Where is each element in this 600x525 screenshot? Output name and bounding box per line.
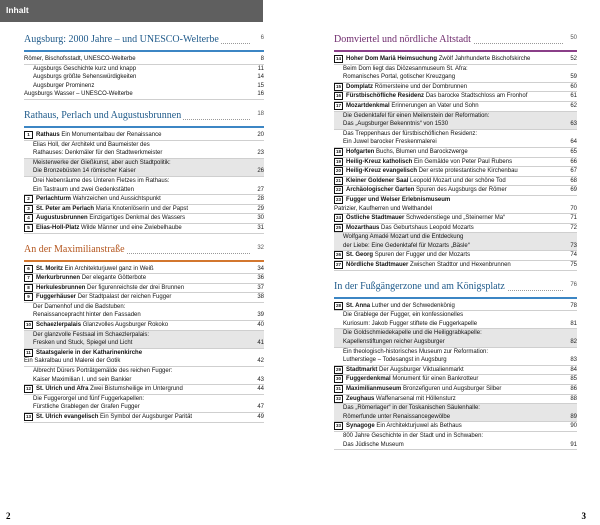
section-fussgaengerzone: In der Fußgängerzone und am Königsplatz 76 28 St. Anna Luther und der Schwedenkönig 78 Die Grablege der Fugger, ein konfessionelles Kuriosum: Jakob Fugger stiftete die Fuggerkapelle 81 Die Goldschmiedekapelle und die Heiliggrabkapelle: Kapellenstiftungen reicher Augsburger 82 Ein theologisch-historisches Museum zur Reformation: Lutherstiege – Todesangst in Augsburg 83 29 Stadtmarkt Der Augsburger Viktualienmarkt 84 30 Fuggerdenkmal Monument für einen Bankrotteur 85 31 Maximilianmuseum Bronzefiguren und Augsburger Silber 86 32 Zeughaus Waffenarsenal mit Höllensturz 88 Das „Römerlager“ in der Toskanischen Säulenhalle: Römerfunde unter Renaissancegewölbe 89 33 Synagoge Ein Architekturjuwel als Bethaus 90 800 Jahre Geschichte in der Stadt und in Schwaben: Das Jüdische Museum 91 [334, 281, 577, 451]
toc-entry[interactable]: 11 Staatsgalerie in der Katharinenkirche [24, 349, 264, 358]
toc-subentry[interactable]: Lutherstiege – Todesangst in Augsburg 83 [334, 356, 577, 366]
toc-subentry[interactable]: 800 Jahre Geschichte in der Stadt und in Schwaben: [343, 432, 484, 439]
toc-subentry[interactable]: Ein theologisch-historisches Museum zur Reformation: [343, 348, 489, 355]
toc-subentry[interactable]: Romanisches Portal, gotischer Kreuzgang 59 [334, 73, 577, 83]
toc-entry[interactable]: 23 Fugger und Welser Erlebnismuseum [335, 196, 451, 203]
toc-subentry[interactable]: Die Gedenktafel für einen Meilenstein der Reformation: [334, 112, 577, 121]
toc-subentry[interactable]: Wolfgang Amadé Mozart und die Entdeckung [334, 233, 577, 242]
section-title[interactable]: In der Fußgängerzone und am Königsplatz [334, 280, 505, 292]
toc-entry[interactable]: 8 Herkulesbrunnen Der figurenreichste der drei Brunnen 37 [24, 284, 264, 294]
section-title[interactable]: Domviertel und nördliche Altstadt [334, 34, 471, 45]
section-domviertel: Domviertel und nördliche Altstadt 50 14 Hoher Dom Mariä Heimsuchung Zwölf Jahrhunderte Bischofskirche 52 Beim Dom liegt das Diözesanmuseum St. Afra: Romanisches Portal, gotischer Kreuzgang 59 15 Domplatz Römersteine und der Dombrunnen 60 16 Fürstbischöfliche Residenz Das barocke Stadtschloss am Fronhof 61 17 Mozartdenkmal Erinnerungen an Vater und Sohn 62 Die Gedenktafel für einen Meilenstein der Reformation: Das „Augsburger Bekenntnis“ von 1530 63 Das Treppenhaus der fürstbischöflichen Residenz: Ein Juwel barocker Freskenmalerei 64 18 Hofgarten Buchs, Blumen und Barockzwerge 65 19 Heilig-Kreuz katholisch Ein Gemälde von Peter Paul Rubens 66 20 Heilig-Kreuz evangelisch Der erste protestantische Kirchenbau 67 21 Kleiner Goldener Saal Leopold Mozart und der schöne Tod 68 22 Archäologischer Garten Spuren des Augsburgs der Römer 69 23 Fugger und Welser Erlebnismuseum Patrizier, Kaufherren und Welthandel 70 24 Östliche Stadtmauer Schwedenstiege und „Steinerner Ma“ 71 25 Mozarthaus Das Geburtshaus Leopold Mozarts 72 Wolfgang Amadé Mozart und die Entdeckung der Liebe: Eine Gedenktafel für Mozarts „Bäsle“ 73 26 St. Georg Spuren der Fugger und der Mozarts 74 27 Nördliche Stadtmauer Zwischen Stadttor und Hexenbrunnen 75 [334, 34, 577, 271]
toc-subentry[interactable]: Kuriosum: Jakob Fugger stiftete die Fuggerkapelle 81 [334, 320, 577, 330]
toc-entry[interactable]: 29 Stadtmarkt Der Augsburger Viktualienmarkt 84 [334, 366, 577, 376]
section-maximilianstrasse: An der Maximilianstraße 32 6 St. Moritz Ein Architekturjuwel ganz in Weiß 34 7 Merkurbrunnen Der elegante Götterbote 36 8 Herkulesbrunnen Der figurenreichste der drei Brunnen 37 9 Fuggerhäuser Der Stadtpalast der reichen Fugger 38 Der Damenhof und die Badstuben: Renaissancepracht hinter den Fassaden 39 10 Schaezlerpalais Glanzvolles Augsburger Rokoko 40 Der glanzvolle Festsaal im Schaezlerpalais: Fresken und Stuck, Spiegel und Licht 41 11 Staatsgalerie in der Katharinenkirche Ein Sakralbau und Malerei der Gotik 42 Albrecht Dürers Porträtgemälde des reichen Fugger: Kaiser Maximilian I. und sein Bankier 43 12 St. Ulrich und Afra Zwei Bistumsheilige im Untergrund 44 Die Fuggerorgel und fünf Fuggerkapellen: Fürstliche Grablegen der Grafen Fugger 47 13 St. Ulrich evangelisch Ein Symbol der Augsburger Parität 49 [24, 244, 264, 423]
header-tab [0, 0, 263, 22]
toc-entry[interactable]: 9 Fuggerhäuser Der Stadtpalast der reichen Fugger 38 [24, 293, 264, 303]
toc-entry[interactable]: Augsburger Prominenz 15 [33, 82, 264, 89]
toc-subentry[interactable]: Ein Tastraum und zwei Gedenkstätten 27 [24, 186, 264, 196]
section-title[interactable]: Rathaus, Perlach und Augustusbrunnen [24, 109, 182, 121]
section-rathaus: Rathaus, Perlach und Augustusbrunnen 18 1 Rathaus Ein Monumentalbau der Renaissance 20 Elias Holl, der Architekt und Baumeister des Rathauses: Denkmäler für den Stadtwerkmeister 23 Meisterwerke der Gießkunst, aber auch Stadtpolitik: Die Bronzebüsten 14 römischer Kaiser 26 Drei Nebenräume des Unteren Fletzes im Rathaus: Ein Tastraum und zwei Gedenkstätten 27 2 Perlachturm Wahrzeichen und Aussichtspunkt 28 3 St. Peter am Perlach Maria Knotenlöserin und der Papst 29 4 Augustusbrunnen Einzigartiges Denkmal des Wassers 30 5 Elias-Holl-Platz Wilde Männer und eine Zwiebelhaube 31 [24, 110, 264, 234]
toc-entry[interactable]: Ein Sakralbau und Malerei der Gotik 42 [24, 357, 264, 367]
toc-subentry[interactable]: Fürstliche Grablegen der Grafen Fugger 47 [24, 403, 264, 413]
toc-entry[interactable]: Römer, Bischofsstadt, UNESCO-Welterbe 8 [24, 55, 264, 65]
toc-subentry[interactable]: Rathauses: Denkmäler für den Stadtwerkmeister 23 [24, 149, 264, 159]
toc-entry[interactable]: 31 Maximilianmuseum Bronzefiguren und Augsburger Silber 86 [334, 385, 577, 395]
toc-entry[interactable]: 33 Synagoge Ein Architekturjuwel als Bethaus 90 [334, 422, 577, 432]
toc-entry[interactable]: 4 Augustusbrunnen Einzigartiges Denkmal des Wassers 30 [24, 214, 264, 224]
toc-entry[interactable]: Augsburgs Geschichte kurz und knapp 11 [33, 65, 264, 72]
toc-entry[interactable]: 10 Schaezlerpalais Glanzvolles Augsburger Rokoko 40 [24, 321, 264, 331]
toc-subentry[interactable]: Kapellenstiftungen reicher Augsburger 82 [334, 338, 577, 348]
toc-subentry[interactable]: Das „Augsburger Bekenntnis“ von 1530 63 [334, 120, 577, 130]
toc-entry[interactable]: 20 Heilig-Kreuz evangelisch Der erste protestantische Kirchenbau 67 [334, 167, 577, 177]
toc-subentry[interactable]: Drei Nebenräume des Unteren Fletzes im Rathaus: [33, 177, 170, 184]
page-number-left: 2 [6, 511, 11, 521]
toc-subentry[interactable]: Der Damenhof und die Badstuben: [33, 303, 126, 310]
header-tab-label: Inhalt [6, 5, 29, 15]
toc-entry[interactable]: 12 St. Ulrich und Afra Zwei Bistumsheilige im Untergrund 44 [24, 385, 264, 395]
toc-subentry[interactable]: Römerfunde unter Renaissancegewölbe 89 [334, 413, 577, 423]
toc-subentry[interactable]: Das „Römerlager“ in der Toskanischen Säulenhalle: [334, 404, 577, 413]
toc-entry[interactable]: 21 Kleiner Goldener Saal Leopold Mozart und der schöne Tod 68 [334, 177, 577, 187]
toc-subentry[interactable]: Die Fuggerorgel und fünf Fuggerkapellen: [33, 395, 145, 402]
toc-subentry[interactable]: Das Jüdische Museum 91 [334, 441, 577, 451]
toc-entry[interactable]: 5 Elias-Holl-Platz Wilde Männer und eine Zwiebelhaube 31 [24, 224, 264, 234]
toc-entry[interactable]: 15 Domplatz Römersteine und der Dombrunnen 60 [334, 83, 577, 93]
toc-entry[interactable]: Augsburgs größte Sehenswürdigkeiten 14 [33, 74, 264, 81]
toc-entry[interactable]: 16 Fürstbischöfliche Residenz Das barocke Stadtschloss am Fronhof 61 [334, 92, 577, 102]
toc-entry[interactable]: 1 Rathaus Ein Monumentalbau der Renaissance 20 [24, 131, 264, 141]
section-title[interactable]: An der Maximilianstraße [24, 243, 125, 255]
toc-entry[interactable]: 28 St. Anna Luther und der Schwedenkönig 78 [334, 302, 577, 312]
toc-subentry[interactable]: der Liebe: Eine Gedenktafel für Mozarts „Bäsle“ 73 [334, 242, 577, 252]
toc-entry[interactable]: 3 St. Peter am Perlach Maria Knotenlöserin und der Papst 29 [24, 205, 264, 215]
toc-entry[interactable]: 14 Hoher Dom Mariä Heimsuchung Zwölf Jahrhunderte Bischofskirche 52 [334, 55, 577, 65]
toc-subentry[interactable]: Albrecht Dürers Porträtgemälde des reichen Fugger: [33, 368, 173, 375]
toc-subentry[interactable]: Der glanzvolle Festsaal im Schaezlerpalais: [24, 331, 264, 340]
toc-subentry[interactable]: Die Grablege der Fugger, ein konfessionelles [343, 312, 464, 319]
left-column [24, 34, 264, 433]
toc-entry[interactable]: 7 Merkurbrunnen Der elegante Götterbote 36 [24, 274, 264, 284]
toc-subentry[interactable]: Renaissancepracht hinter den Fassaden 39 [24, 311, 264, 321]
toc-subentry[interactable]: Elias Holl, der Architekt und Baumeister des [33, 141, 150, 148]
toc-entry[interactable]: 6 St. Moritz Ein Architekturjuwel ganz in Weiß 34 [24, 265, 264, 275]
toc-subentry[interactable]: Ein Juwel barocker Freskenmalerei 64 [334, 138, 577, 148]
page-number-right: 3 [581, 511, 586, 521]
toc-entry[interactable]: 27 Nördliche Stadtmauer Zwischen Stadttor und Hexenbrunnen 75 [334, 261, 577, 271]
toc-subentry[interactable]: Meisterwerke der Gießkunst, aber auch Stadtpolitik: [24, 159, 264, 168]
toc-subentry[interactable]: Beim Dom liegt das Diözesanmuseum St. Afra: [343, 65, 468, 72]
toc-entry[interactable]: 18 Hofgarten Buchs, Blumen und Barockzwerge 65 [334, 148, 577, 158]
toc-entry[interactable]: 22 Archäologischer Garten Spuren des Augsburgs der Römer 69 [334, 186, 577, 196]
toc-entry[interactable]: 13 St. Ulrich evangelisch Ein Symbol der Augsburger Parität 49 [24, 413, 264, 423]
toc-entry[interactable]: 25 Mozarthaus Das Geburtshaus Leopold Mozarts 72 [334, 224, 577, 234]
toc-subentry[interactable]: Fresken und Stuck, Spiegel und Licht 41 [24, 339, 264, 349]
right-column [334, 34, 577, 460]
toc-entry[interactable]: 17 Mozartdenkmal Erinnerungen an Vater und Sohn 62 [334, 102, 577, 112]
toc-entry[interactable]: Augsburgs Wasser – UNESCO-Welterbe 16 [24, 90, 264, 100]
section-augsburg [24, 34, 264, 100]
toc-entry[interactable]: Patrizier, Kaufherren und Welthandel 70 [334, 205, 577, 215]
toc-entry[interactable]: 19 Heilig-Kreuz katholisch Ein Gemälde von Peter Paul Rubens 66 [334, 158, 577, 168]
toc-subentry[interactable]: Kaiser Maximilian I. und sein Bankier 43 [24, 376, 264, 386]
toc-subentry[interactable]: Die Bronzebüsten 14 römischer Kaiser 26 [24, 167, 264, 177]
toc-entry[interactable]: 2 Perlachturm Wahrzeichen und Aussichtspunkt 28 [24, 195, 264, 205]
section-title[interactable]: Augsburg: 2000 Jahre – und UNESCO-Welterbe [24, 34, 219, 45]
toc-entry[interactable]: 26 St. Georg Spuren der Fugger und der Mozarts 74 [334, 251, 577, 261]
toc-entry[interactable]: 32 Zeughaus Waffenarsenal mit Höllensturz 88 [334, 395, 577, 405]
section-page: 6 [260, 35, 264, 41]
toc-entry[interactable]: 30 Fuggerdenkmal Monument für einen Bankrotteur 85 [334, 375, 577, 385]
toc-subentry[interactable]: Die Goldschmiedekapelle und die Heiliggrabkapelle: [334, 329, 577, 338]
toc-entry[interactable]: 24 Östliche Stadtmauer Schwedenstiege und „Steinerner Ma“ 71 [334, 214, 577, 224]
toc-subentry[interactable]: Das Treppenhaus der fürstbischöflichen Residenz: [343, 130, 478, 137]
